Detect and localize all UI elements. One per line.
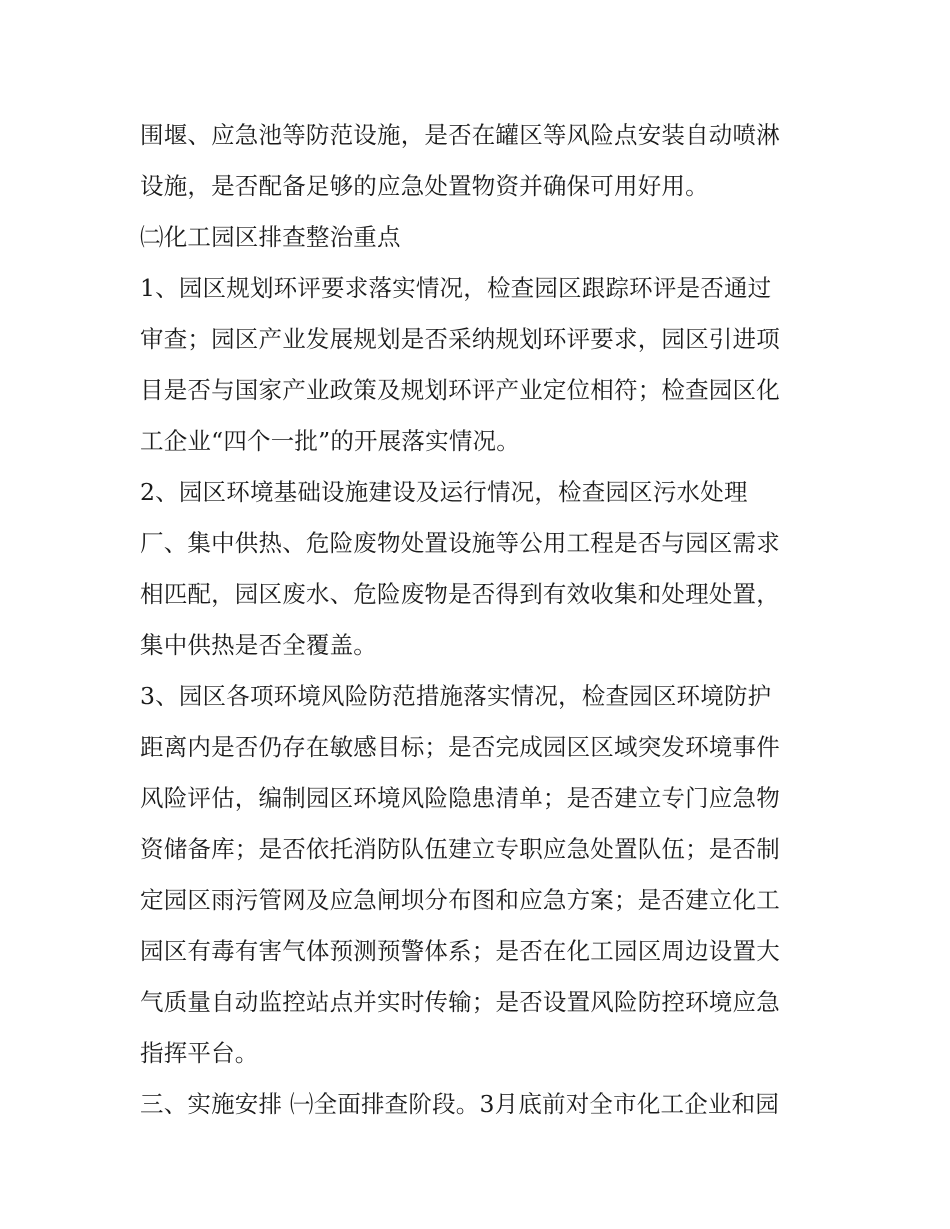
text-line: 相匹配，园区废水、危险废物是否得到有效收集和处理处置， [140, 580, 780, 608]
text-line: 气质量自动监控站点并实时传输；是否设置风险防控环境应急 [140, 988, 780, 1016]
text-line: 指挥平台。 [140, 1039, 259, 1067]
text-line: 三、实施安排 ㈠全面排查阶段。3月底前对全市化工企业和园 [140, 1090, 780, 1118]
text-line: 工企业“四个一批”的开展落实情况。 [140, 427, 520, 455]
text-line: 审查；园区产业发展规划是否采纳规划环评要求，园区引进项 [140, 325, 780, 353]
text-line: 定园区雨污管网及应急闸坝分布图和应急方案；是否建立化工 [140, 886, 780, 914]
section-heading: ㈡化工园区排查整治重点 [140, 223, 401, 251]
text-line: 3、园区各项环境风险防范措施落实情况，检查园区环境防护 [140, 682, 772, 710]
text-line: 2、园区环境基础设施建设及运行情况，检查园区污水处理 [140, 478, 748, 506]
document-body [140, 110, 820, 1130]
text-line: 资储备库；是否依托消防队伍建立专职应急处置队伍；是否制 [140, 835, 780, 863]
text-line: 园区有毒有害气体预测预警体系；是否在化工园区周边设置大 [140, 937, 780, 965]
text-line: 围堰、应急池等防范设施，是否在罐区等风险点安装自动喷淋 [140, 121, 780, 149]
text-line: 设施，是否配备足够的应急处置物资并确保可用好用。 [140, 172, 709, 200]
text-line: 风险评估，编制园区环境风险隐患清单；是否建立专门应急物 [140, 784, 780, 812]
text-line: 目是否与国家产业政策及规划环评产业定位相符；检查园区化 [140, 376, 780, 404]
text-line: 1、园区规划环评要求落实情况，检查园区跟踪环评是否通过 [140, 274, 772, 302]
text-line: 集中供热是否全覆盖。 [140, 631, 377, 659]
text-line: 厂、集中供热、危险废物处置设施等公用工程是否与园区需求 [140, 529, 780, 557]
text-line: 距离内是否仍存在敏感目标；是否完成园区区域突发环境事件 [140, 733, 780, 761]
